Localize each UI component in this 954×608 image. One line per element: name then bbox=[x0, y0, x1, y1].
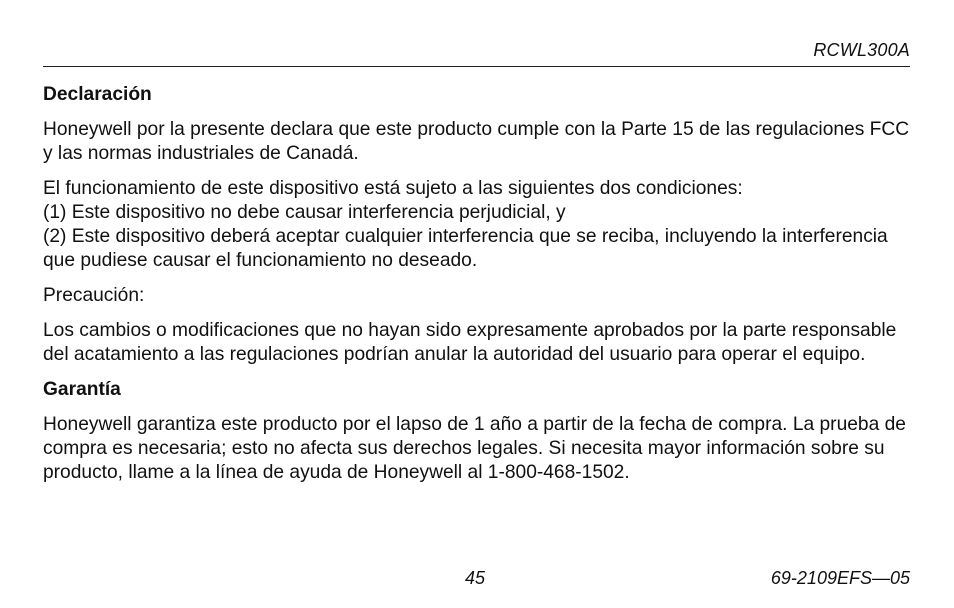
warranty-paragraph: Honeywell garantiza este producto por el lapso de 1 año a partir de la fecha de compra. La prueba de compra es necesaria; esto no afecta sus derechos legales. Si necesita mayor información sobre su producto, llame a la línea de ayuda de Honeywell al 1-800-468-1502. bbox=[43, 414, 906, 483]
document-number: 69-2109EFS—05 bbox=[770, 568, 910, 588]
conditions-paragraph bbox=[43, 177, 913, 273]
page-number: 45 bbox=[465, 568, 486, 588]
header-divider bbox=[43, 66, 910, 67]
condition-item-1: (1) Este dispositivo no debe causar interferencia perjudicial, y bbox=[43, 202, 566, 223]
caution-paragraph: Los cambios o modificaciones que no hayan sido expresamente aprobados por la parte responsable del acatamiento a las regulaciones podrían anular la autoridad del usuario para operar el equipo. bbox=[43, 320, 897, 365]
declaration-paragraph: Honeywell por la presente declara que este producto cumple con la Parte 15 de las regulaciones FCC y las normas industriales de Canadá. bbox=[43, 119, 910, 164]
declaration-heading: Declaración bbox=[43, 84, 152, 105]
page-content bbox=[43, 83, 913, 496]
condition-item-2: (2) Este dispositivo deberá aceptar cualquier interferencia que se reciba, incluyendo la interferencia que pudiese causar el funcionamiento no deseado. bbox=[43, 226, 888, 271]
model-number: RCWL300A bbox=[813, 40, 910, 60]
warranty-heading: Garantía bbox=[43, 379, 121, 400]
caution-heading: Precaución: bbox=[43, 285, 145, 306]
conditions-intro: El funcionamiento de este dispositivo está sujeto a las siguientes dos condiciones: bbox=[43, 178, 743, 199]
